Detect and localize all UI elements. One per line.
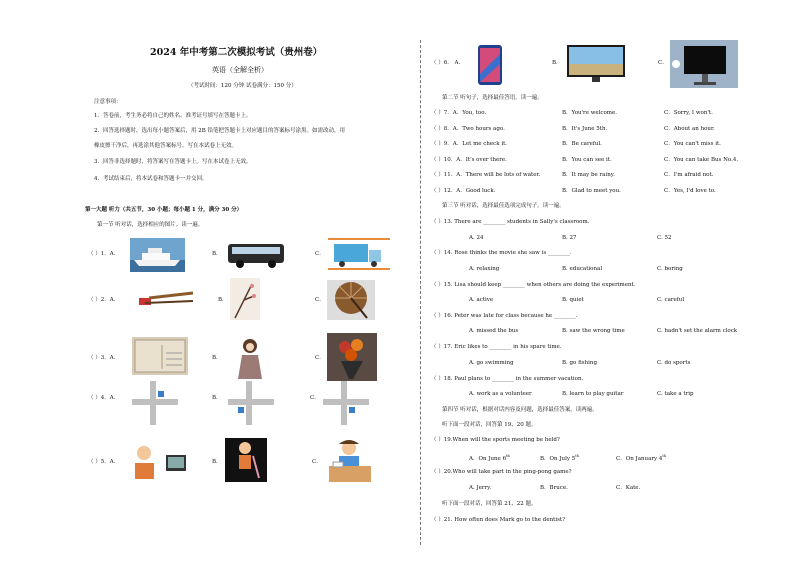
paper-umbrella-image: [327, 280, 375, 320]
crossroad-map-c-image: [323, 381, 369, 425]
question-line: （ ）15. Lisa should keep ________ when others are doing the experiment.: [431, 282, 636, 288]
option-c-label: C．: [315, 355, 325, 361]
dialogue-intro: 听下面一段对话，回答第 21、22 题。: [442, 501, 537, 507]
dialogue-intro: 听下面一段对话，回答第 19、20 题。: [442, 422, 537, 428]
smartphone-image: [473, 44, 507, 86]
section2-heading: 第二节 听句子，选择最佳答语。读一遍。: [442, 95, 543, 101]
exam-info: （考试时间：120 分钟 试卷满分：150 分）: [188, 83, 297, 89]
option-c-label: C．: [310, 395, 320, 401]
option-b: B. learn to play guitar: [562, 391, 624, 397]
question-number: （ ）5．A．: [88, 459, 120, 465]
question-number: （ ）2．A．: [88, 297, 120, 303]
option-c: C. do sports: [657, 360, 691, 366]
question-line: （ ）18. Paul plans to ________ in the summer vacation.: [431, 376, 584, 382]
option-c: C. hadn't set the alarm clock: [657, 328, 738, 334]
note-item: 2．回答选择题时，选出每小题答案后，用 2B 铅笔把答题卡上对应题目的答案标号涂黑。如需改动，用: [94, 128, 346, 134]
option-b-label: B．: [218, 297, 228, 303]
question-line: （ ）21. How often does Mark go to the dentist?: [431, 517, 566, 523]
option-c: C. take a trip: [657, 391, 694, 397]
question-line: （ ）8．A．Two hours ago.: [431, 126, 505, 132]
crossroad-map-a-image: [132, 381, 178, 425]
option-b: B．You're welcome.: [562, 110, 618, 116]
question-line: （ ）7．A．You, too.: [431, 110, 487, 116]
section1-heading: 第一节 听对话，选择相应的图片。读一遍。: [97, 222, 204, 228]
question-number: （ ）1．A．: [88, 251, 120, 257]
sweeping-floor-image: [225, 438, 267, 482]
question-number: （ ）4．A．: [88, 395, 120, 401]
note-item: 橡皮擦干净后，再选涂其他答案标号。写在本试卷上无效。: [94, 143, 238, 149]
question-number: （ ）6． A．: [431, 60, 464, 66]
question-line: （ ）11．A．There will be lots of water.: [431, 172, 541, 178]
doll-image: [236, 337, 264, 381]
question-line: （ ）10．A．It's over there.: [431, 157, 507, 163]
option-c: C．Yes, I'd love to.: [664, 188, 716, 194]
option-c: C．Kate.: [616, 485, 641, 491]
question-line: （ ）13. There are ________ students in Sally's classroom.: [431, 219, 590, 225]
option-c: C．About an hour.: [664, 126, 715, 132]
part1-heading: 第一大题 听力（共五节，30 小题；每小题 1 分，满分 30 分）: [85, 207, 243, 213]
tv-monitor-image: [566, 44, 626, 84]
option-b-label: B．: [212, 459, 222, 465]
section4-heading: 第四节 听对话，根据对话内容及问题，选择最佳答案。读两遍。: [442, 407, 598, 413]
option-a: A. go swimming: [469, 360, 514, 366]
option-b: B. saw the wrong time: [562, 328, 625, 334]
note-item: 3．回答非选择题时，将答案写在答题卡上。写在本试卷上无效。: [94, 159, 252, 165]
option-c-label: C．: [658, 60, 668, 66]
option-b: B. 27: [562, 235, 577, 241]
option-b: B. go fishing: [562, 360, 597, 366]
question-line: （ ）16. Peter was late for class because he ________.: [431, 313, 578, 319]
option-b: B．Bruce.: [540, 485, 568, 491]
flower-bouquet-image: [327, 333, 377, 381]
note-item: 4．考试结束后，将本试卷和答题卡一并交回。: [94, 176, 208, 182]
option-c: C．Sorry, I won't.: [664, 110, 713, 116]
option-c-label: C．: [315, 251, 325, 257]
option-b-label: B．: [552, 60, 562, 66]
question-line: （ ）19.When will the sports meeting be held?: [431, 437, 560, 443]
option-b: B．It's June 5th.: [562, 126, 608, 132]
option-c-label: C．: [315, 297, 325, 303]
option-a: A. Jerry.: [469, 485, 492, 491]
question-line: （ ）9．A．Let me check it.: [431, 141, 508, 147]
watching-tv-image: [130, 441, 188, 481]
question-line: （ ）20.Who will take part in the ping-pong game?: [431, 469, 572, 475]
option-c: C．You can't miss it.: [664, 141, 721, 147]
desktop-computer-image: [670, 40, 738, 88]
plum-blossom-painting-image: [230, 278, 260, 320]
option-c: C．I'm afraid not.: [664, 172, 714, 178]
crossroad-map-b-image: [228, 381, 274, 425]
option-b-label: B．: [212, 395, 222, 401]
option-b-label: B．: [212, 355, 222, 361]
option-a: A. 24: [469, 235, 484, 241]
option-b: B．Glad to meet you.: [562, 188, 621, 194]
question-number: （ ）3．A．: [88, 355, 120, 361]
option-b: B．It may be rainy.: [562, 172, 615, 178]
notes-heading: 注意事项：: [94, 99, 122, 105]
option-b-label: B．: [212, 251, 222, 257]
note-item: 1．答卷前，考生务必将自己的姓名、准考证号填写在答题卡上。: [94, 113, 252, 119]
section3-heading: 第三节 听对话，选择最佳选项完成句子。读一遍。: [442, 203, 565, 209]
truck-image: [328, 236, 390, 272]
option-a: A. active: [469, 297, 494, 303]
cruise-ship-image: [130, 238, 185, 272]
bus-image: [226, 241, 286, 269]
option-b: B．Be careful.: [562, 141, 602, 147]
page-title: 2024 年中考第二次模拟考试（贵州卷）: [150, 47, 323, 58]
option-a: A. relaxing: [469, 266, 500, 272]
option-a: A．On June 6th: [469, 454, 510, 462]
calligraphy-brush-image: [135, 287, 195, 309]
option-b: B. educational: [562, 266, 603, 272]
option-b: B．On July 5th: [540, 454, 579, 462]
studying-at-desk-image: [325, 436, 375, 484]
question-line: （ ）14. Rose thinks the movie she saw is ________.: [431, 250, 572, 256]
option-a: A. work as a volunteer: [469, 391, 532, 397]
option-c: C．On January 4th: [616, 454, 667, 462]
option-c-label: C．: [312, 459, 322, 465]
option-b: B. quiet: [562, 297, 584, 303]
option-c: C. boring: [657, 266, 683, 272]
subject-line: 英语（全解全析）: [212, 66, 268, 74]
question-line: （ ）12．A．Good luck.: [431, 188, 496, 194]
option-c: C. 52: [657, 235, 672, 241]
question-line: （ ）17. Eric likes to ________ in his spare time.: [431, 344, 562, 350]
option-a: A. missed the bus: [469, 328, 519, 334]
column-divider: [420, 40, 421, 545]
option-c: C. careful: [657, 297, 685, 303]
postcard-image: [132, 337, 188, 375]
option-b: B．You can see it.: [562, 157, 612, 163]
option-c: C．You can take Bus No.4.: [664, 157, 739, 163]
